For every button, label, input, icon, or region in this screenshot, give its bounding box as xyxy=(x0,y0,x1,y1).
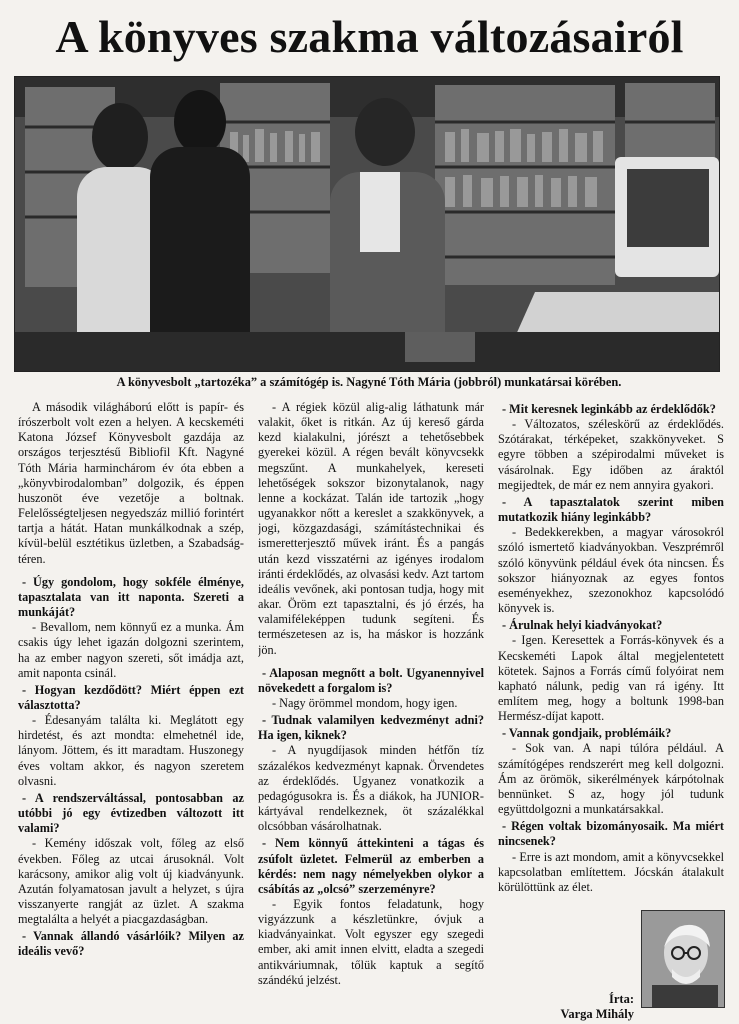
bookshop-photo-drawing xyxy=(15,77,719,371)
interview-question: - Mit keresnek leginkább az érdeklődők? xyxy=(502,402,716,416)
author-byline xyxy=(520,992,634,1022)
interview-question: - Alaposan megnőtt a bolt. Ugyanennyivel növekedett a forgalom is? xyxy=(258,665,484,695)
author-label: Írta: xyxy=(609,992,634,1006)
article-paragraph: - Bevallom, nem könnyű ez a munka. Ám csakis úgy lehet igazán dolgozni szerintem, ha az ember nagyon szereti, sőt imádja azt, amit naponta csinál. xyxy=(18,620,244,680)
bookshop-photo xyxy=(14,76,720,372)
article-paragraph: - Erre is azt mondom, amit a könyvcsekkel kapcsolatban említettem. Jócskán átalakult körülöttünk az élet. xyxy=(498,849,724,894)
article-paragraph: - Kemény időszak volt, főleg az első években. Főleg az utcai árusoknál. Volt karácsony, amikor alig volt új kiadványunk. Azután folyamatosan javult a helyzet, s újra visszanyerte rangját az üzlet. A szakma megtalálta a helyét a piacgazdaságban. xyxy=(18,836,244,927)
article-paragraph: - A régiek közül alig-alig láthatunk már valakit, őket is ritkán. Az új kereső gárda kezd kialakulni, jórészt a tehetősebbek gyerekei közül. A régen bevált könyvcsekk megszűnt. A munkahelyek, kereseti lehetőségek sokszor bizonytalanok, nagy lenne a kockázat. Talán ide tartozik „hogy ugyanakkor nőtt a kereslet a szakkönyvek, a jogi, közgazdasági, számítástechnikai és ismeretterjesztő művek iránt. És a pangás után kezd visszatérni az igényes irodalom iránti érdeklődés, az olvasási kedv. Azt tartom ideális vevőnek, aki pontosan tudja, hogy mit akar. Öröm ezt tapasztalni, és jó érzés, ha valamiféleképpen tudunk segíteni. És természetesen az is, ha máskor is hozzánk jön. xyxy=(258,400,484,657)
article-headline: A könyves szakma változásairól xyxy=(55,11,684,62)
article-paragraph: - Változatos, széleskörű az érdeklődés. Szótárakat, térképeket, szakkönyveket. S egyre többen a szépirodalmi műveket is vásárolnak. Egy időben az áraktól megijedtek, de már ez nem annyira gyakori. xyxy=(498,417,724,492)
interview-question: - A tapasztalatok szerint miben mutatkozik hiány leginkább? xyxy=(498,494,724,525)
interview-question: - Régen voltak bizományosaik. Ma miért nincsenek? xyxy=(498,819,724,849)
article-paragraph: - Egyik fontos feladatunk, hogy vigyázzunk a készletünkre, óvjuk a kiadványainkat. Volt egyszer egy szegedi ember, aki amit innen elvitt, eladta a szegedi antikváriumnak, tőlük kaptuk a segítő szándékú jelzést. xyxy=(258,897,484,987)
interview-question: - Árulnak helyi kiadványokat? xyxy=(502,618,663,633)
interview-question: - Vannak gondjaik, problémáik? xyxy=(502,726,672,741)
interview-question: - Úgy gondolom, hogy sokféle élménye, tapasztalata van itt naponta. Szereti a munkáját? xyxy=(18,574,244,620)
article-column-1 xyxy=(18,400,244,1010)
article-paragraph: - Bedekkerekben, a magyar városokról szóló ismertető kiadványokban. Veszprémről szóló könyvünk például évek óta nincsen. És sokszor hiányoznak az egyes fontos eseményekhez, szezonokhoz kapcsolódó könyvek is. xyxy=(498,525,724,616)
author-portrait-drawing xyxy=(642,911,724,1007)
interview-question: - Tudnak valamilyen kedvezményt adni? Ha igen, kiknek? xyxy=(258,713,484,743)
article-paragraph: - A nyugdíjasok minden hétfőn tíz százalékos kedvezményt kapnak. Örvendetes az érdeklődés. Ugyanez vonatkozik a pedagógusokra is. És a diákok, ha JUNIOR-kártyával rendelkeznek, öt százalékkal olcsóbban vásárolhatnak. xyxy=(258,743,484,834)
interview-question: - Hogyan kezdődött? Miért éppen ezt választotta? xyxy=(18,682,244,712)
article-paragraph: - Édesanyám találta ki. Meglátott egy hirdetést, és azt mondta: elmehetnél ide, lányom. Jöttem, és itt maradtam. Huszonegy éves voltam akkor, és nagyon szeretem olvasni. xyxy=(18,713,244,788)
photo-caption: A könyvesbolt „tartozéka” a számítógép is. Nagyné Tóth Mária (jobbról) munkatársai körében. xyxy=(116,375,622,389)
interview-question: - Vannak állandó vásárlóik? Milyen az ideális vevő? xyxy=(18,929,244,959)
article-paragraph: - Sok van. A napi túlóra például. A számítógépes rendszerért meg kell dolgozni. Ám az örömök, sikerélmények kárpótolnak bennünket. S az, hogy jól tudunk együttdolgozni a munkatársakkal. xyxy=(498,741,724,817)
article-paragraph: A második világháború előtt is papír- és írószerbolt volt ezen a helyen. A kecskeméti Katona József Könyvesbolt gazdája az országos terjesztésű Bibliofil Kft. Nagyné Tóth Mária harminchárom év óta ebben a „könyvbirodalomban” dolgozik, és éppen huszonöt éve vezetője a boltnak. Felelősségteljesen negyedszáz millió forintért tartja a hátát. Hatan munkálkodnak a szép, kívül-belül esztétikus üzletben, a Szabadság-téren. xyxy=(18,400,244,566)
author-portrait xyxy=(641,910,725,1008)
author-name: Varga Mihály xyxy=(560,1007,634,1021)
article-column-2 xyxy=(258,400,484,1010)
article-paragraph: - Igen. Keresettek a Forrás-könyvek és a Kecskeméti Lapok által megjelentetett kötetek. Sajnos a Forrás című folyóirat nem kapható nálunk, pedig van rá igény. Itt említem meg, hogy a boltunk 1998-ban Hermész-díjat kapott. xyxy=(498,633,724,724)
interview-question: - A rendszerváltással, pontosabban az utóbbi jó egy évtizedben változott itt valami? xyxy=(18,790,244,836)
interview-question: - Nem könnyű áttekinteni a tágas és zsúfolt üzletet. Felmerül az emberben a kérdés: nem nagy némelyekben olykor a csábítás az „olcsó” szerzeményre? xyxy=(258,836,484,896)
article-paragraph: - Nagy örömmel mondom, hogy igen. xyxy=(272,695,458,710)
